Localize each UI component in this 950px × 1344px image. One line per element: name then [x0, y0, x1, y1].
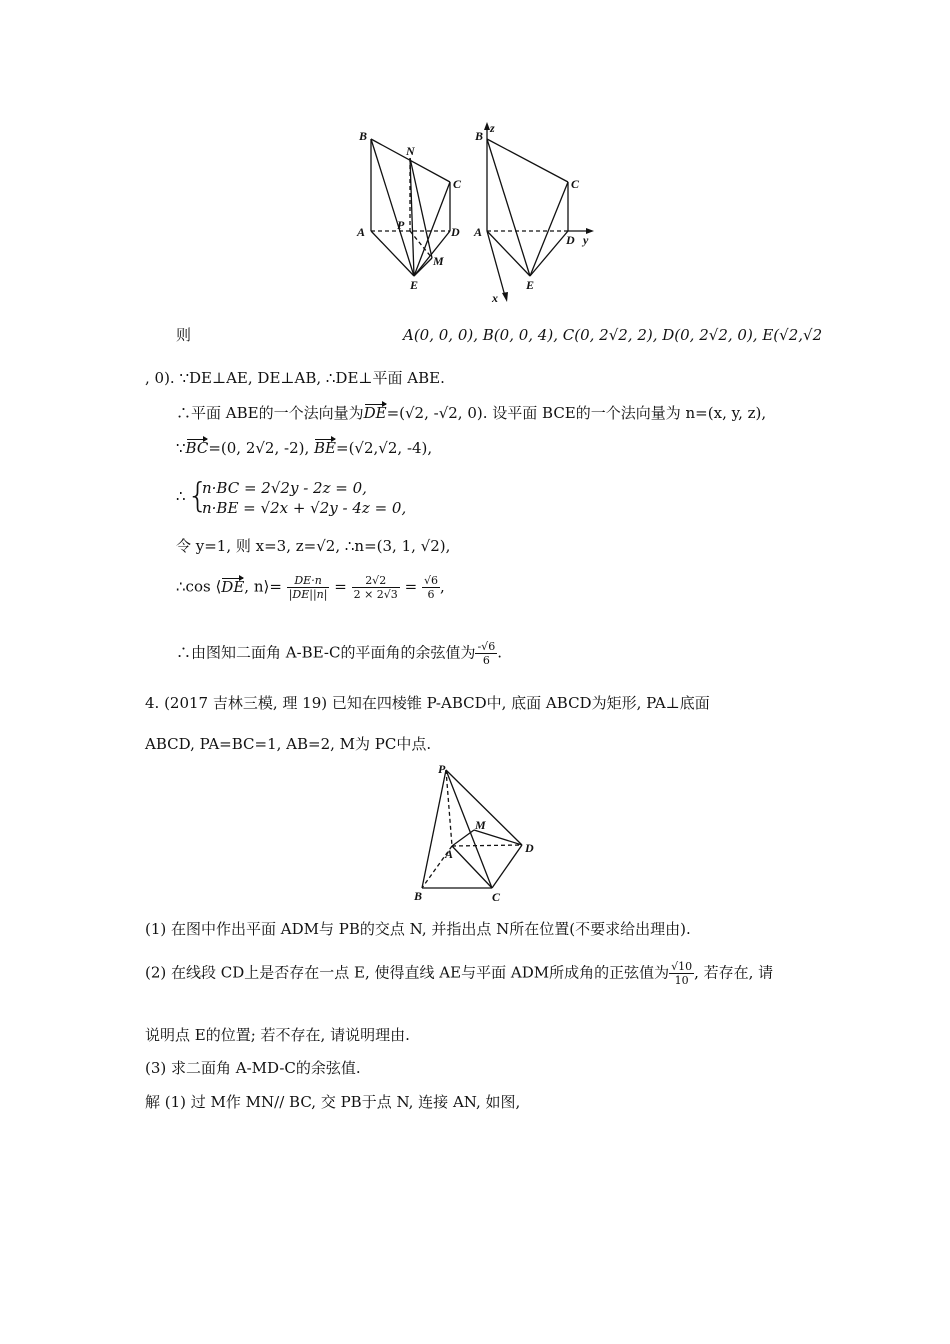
label-M4: M: [475, 818, 486, 832]
coordinates-continuation: , 0). ∵DE⊥AE, DE⊥AB, ∴DE⊥平面 ABE.: [145, 369, 445, 387]
cos-fraction-3: $\frac{√6}{6}$: [423, 574, 438, 601]
left-brace: {: [187, 476, 209, 516]
cos-prefix: ∴cos ⟨: [176, 577, 222, 596]
label-P4: P: [438, 762, 446, 776]
label-z-axis: z: [490, 121, 495, 135]
equals-1: =: [334, 577, 347, 596]
question-1: (1) 在图中作出平面 ADM与 PB的交点 N, 并指出点 N所在位置(不要求给出理由).: [145, 920, 691, 938]
label-B-left: B: [359, 129, 368, 143]
label-B4: B: [414, 889, 423, 903]
question-2-fraction: $\frac{√10}{10}$: [671, 960, 693, 987]
conclusion-text: ∴由图知二面角 A-BE-C的平面角的余弦值为: [176, 643, 476, 662]
cos-end: ,: [439, 577, 445, 596]
vector-BE: BE: [314, 439, 337, 457]
label-P: P: [397, 218, 405, 232]
because-symbol: ∵: [176, 439, 186, 457]
label-C4: C: [492, 890, 501, 904]
vector-BC-value: =(0, 2√2, -2),: [208, 439, 310, 457]
solution-1: 解 (1) 过 M作 MN// BC, 交 PB于点 N, 连接 AN, 如图,: [145, 1093, 521, 1111]
figure-pyramid-diagram: [410, 760, 550, 910]
then-label: 则: [176, 326, 192, 344]
question-2-tail: , 若存在, 请: [694, 963, 774, 982]
normal-vector-line: [176, 403, 766, 423]
label-A-right: A: [474, 225, 483, 239]
problem-4-line-2: ABCD, PA=BC=1, AB=2, M为 PC中点.: [145, 735, 432, 753]
label-C-right: C: [571, 177, 580, 191]
coordinates-line: A(0, 0, 0), B(0, 0, 4), C(0, 2√2, 2), D(0, 2√2, 0), E(√2,√2: [403, 326, 823, 344]
vector-DE: DE: [363, 404, 387, 422]
conclusion-line: [176, 640, 502, 667]
label-M-left: M: [433, 254, 444, 268]
cos-mid: , n⟩=: [244, 577, 282, 596]
label-x-axis: x: [492, 291, 498, 305]
label-A4: A: [445, 847, 454, 861]
label-y-axis: y: [583, 233, 589, 247]
equation-2: n·BE = √2x + √2y - 4z = 0,: [202, 499, 407, 517]
label-N: N: [406, 144, 415, 158]
label-E-left: E: [410, 278, 419, 292]
figure-prism-diagrams: [340, 120, 620, 310]
label-D-left: D: [451, 225, 460, 239]
label-A-left: A: [357, 225, 366, 239]
cos-fraction-2: $\frac{2√2}{2 \times 2√3}$: [353, 574, 398, 601]
question-2-text: (2) 在线段 CD上是否存在一点 E, 使得直线 AE与平面 ADM所成角的正弦值为: [145, 963, 670, 982]
vector-values-line: [176, 438, 432, 458]
question-3: (3) 求二面角 A-MD-C的余弦值.: [145, 1059, 361, 1077]
normal-line-end: =(√2, -√2, 0). 设平面 BCE的一个法向量为 n=(x, y, z),: [386, 404, 767, 422]
equation-1: n·BC = 2√2y - 2z = 0,: [202, 479, 367, 497]
label-E-right: E: [526, 278, 535, 292]
conclusion-end: .: [497, 643, 502, 662]
cos-fraction-1: $\frac{DE\cdot n}{|DE||n|}$: [288, 574, 328, 601]
let-y-line: 令 y=1, 则 x=3, z=√2, ∴n=(3, 1, √2),: [176, 537, 451, 555]
label-D4: D: [525, 841, 534, 855]
vector-BE-value: =(√2,√2, -4),: [336, 439, 433, 457]
cos-vector-DE: DE: [221, 577, 245, 596]
problem-4-line-1: 4. (2017 吉林三模, 理 19) 已知在四棱锥 P-ABCD中, 底面 ABCD为矩形, PA⊥底面: [145, 694, 710, 712]
question-2: [145, 960, 773, 987]
therefore-symbol: ∴: [176, 487, 186, 505]
conclusion-fraction: $\frac{-√6}{6}$: [477, 640, 496, 667]
question-2-continuation: 说明点 E的位置; 若不存在, 请说明理由.: [145, 1026, 410, 1044]
label-C-left: C: [453, 177, 462, 191]
label-D-right: D: [566, 233, 575, 247]
label-B-right: B: [475, 129, 484, 143]
equals-2: =: [404, 577, 418, 596]
normal-line-start: ∴平面 ABE的一个法向量为: [176, 404, 364, 422]
cosine-line: [176, 574, 445, 601]
vector-BC: BC: [185, 439, 209, 457]
